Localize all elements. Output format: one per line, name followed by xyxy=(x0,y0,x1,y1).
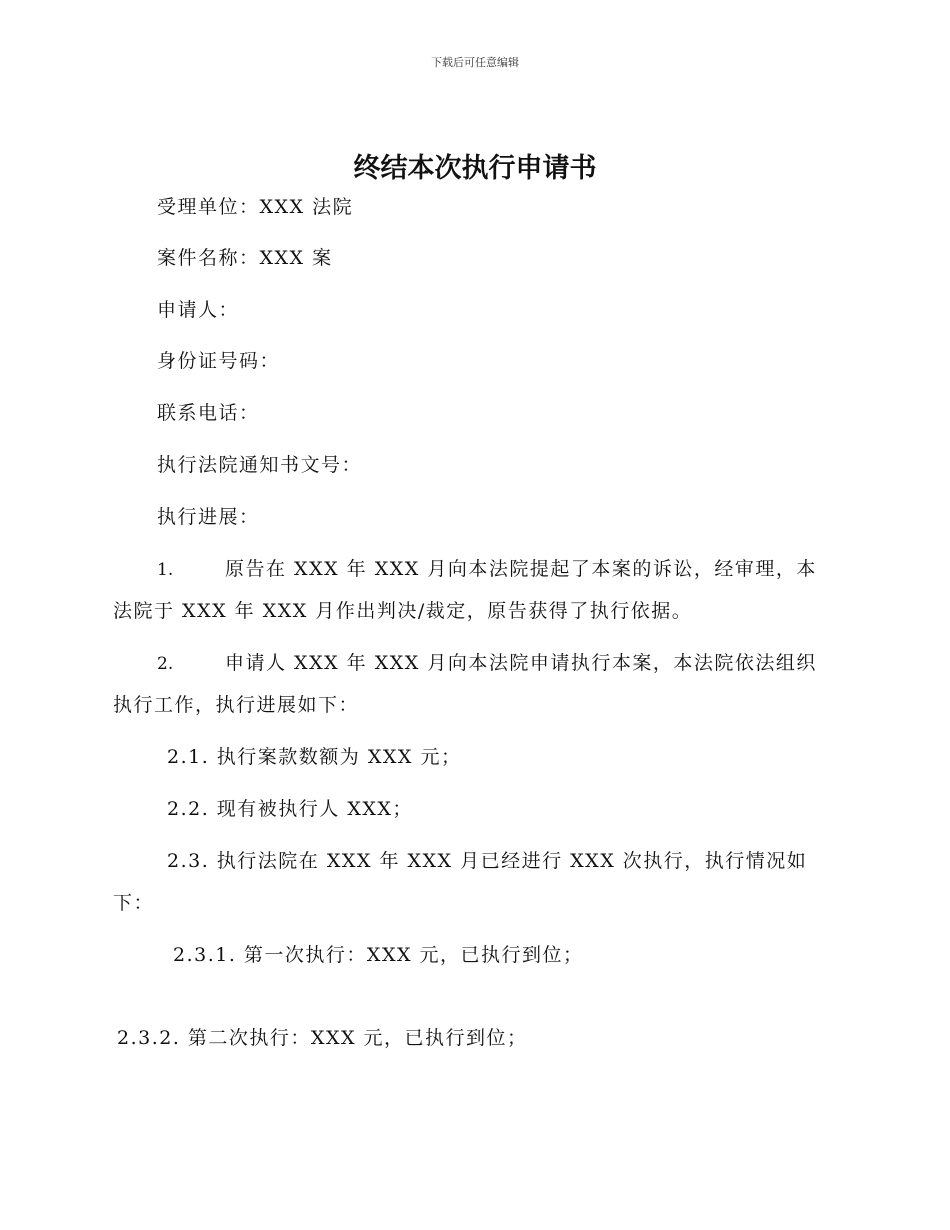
sub-item-2-3-1: 2.3.1. 第一次执行：XXX 元，已执行到位； xyxy=(173,944,584,966)
field-court: 受理单位：XXX 法院 xyxy=(157,196,354,218)
paragraph-1-line-1 xyxy=(157,557,817,582)
field-progress: 执行进展： xyxy=(157,506,260,528)
paragraph-1-number: 1. xyxy=(157,560,174,580)
paragraph-2-line-1 xyxy=(157,651,817,676)
field-phone: 联系电话： xyxy=(157,402,260,424)
paragraph-1-text-1: 原告在 XXX 年 XXX 月向本法院提起了本案的诉讼，经审理，本 xyxy=(225,558,817,580)
field-id-number: 身份证号码： xyxy=(157,350,281,372)
paragraph-2-line-2: 执行工作，执行进展如下： xyxy=(113,694,360,716)
document-title: 终结本次执行申请书 xyxy=(353,153,597,184)
field-applicant: 申请人： xyxy=(157,299,240,321)
sub-item-2-2: 2.2. 现有被执行人 XXX； xyxy=(167,798,413,820)
sub-item-2-3-line-1: 2.3. 执行法院在 XXX 年 XXX 月已经进行 XXX 次执行，执行情况如 xyxy=(167,850,808,872)
field-case-name: 案件名称：XXX 案 xyxy=(157,247,333,269)
paragraph-2-text-1: 申请人 XXX 年 XXX 月向本法院申请执行本案，本法院依法组织 xyxy=(225,652,817,674)
header-note: 下载后可任意编辑 xyxy=(431,56,519,69)
sub-item-2-3-2: 2.3.2. 第二次执行：XXX 元，已执行到位； xyxy=(117,1027,528,1049)
field-notice-number: 执行法院通知书文号： xyxy=(157,454,363,476)
paragraph-2-number: 2. xyxy=(157,654,174,674)
sub-item-2-1: 2.1. 执行案款数额为 XXX 元； xyxy=(167,746,462,768)
paragraph-1-line-2: 法院于 XXX 年 XXX 月作出判决/裁定，原告获得了执行依据。 xyxy=(113,600,693,622)
sub-item-2-3-line-2: 下： xyxy=(113,892,155,914)
